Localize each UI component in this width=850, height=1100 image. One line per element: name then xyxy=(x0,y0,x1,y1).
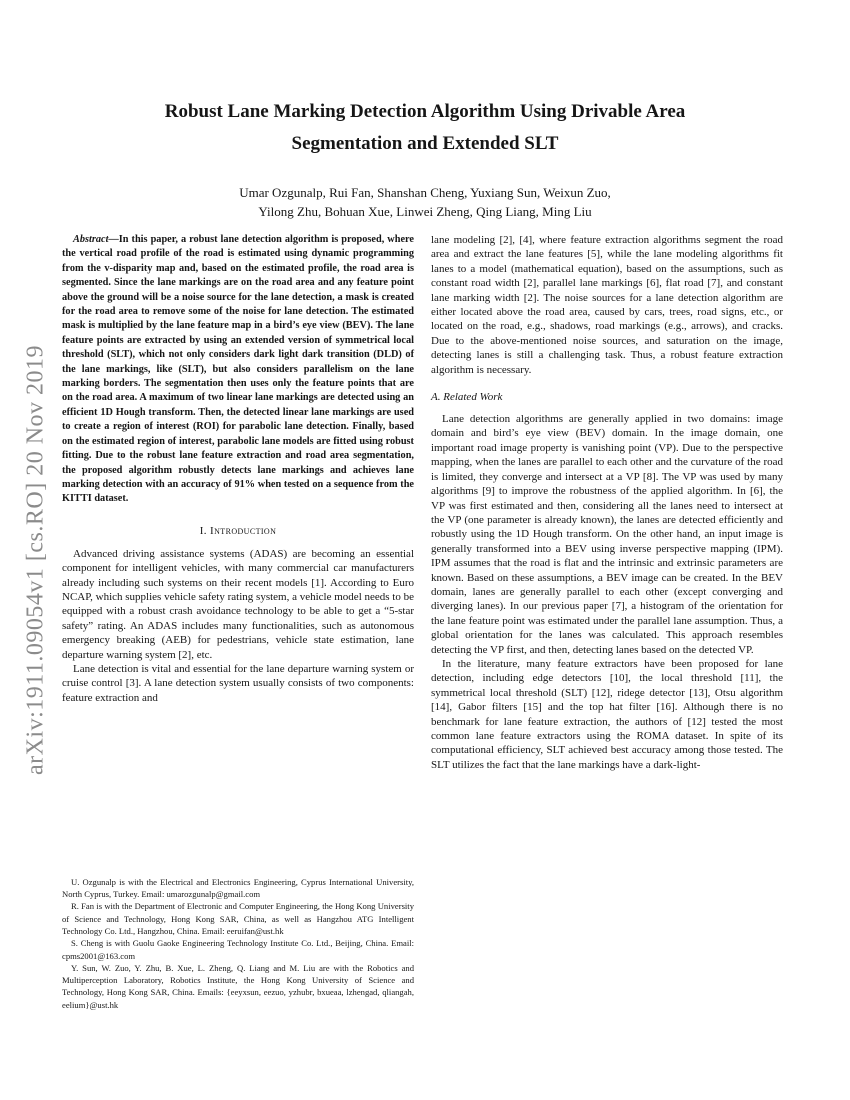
footnote-cheng: S. Cheng is with Guolu Gaoke Engineering Technology Institute Co. Ltd., Beijing, China. Email: cpms2001@163.com xyxy=(62,938,414,961)
section-heading-introduction: I. Introduction xyxy=(199,524,277,537)
author-footnotes xyxy=(62,876,414,1011)
two-column-body xyxy=(62,233,784,1011)
abstract-paragraph xyxy=(62,233,414,507)
author-list xyxy=(0,183,850,221)
arxiv-watermark: arXiv:1911.09054v1 [cs.RO] 20 Nov 2019 xyxy=(22,344,49,776)
footnote-fan: R. Fan is with the Department of Electronic and Computer Engineering, the Hong Kong University of Science and Technology, Hong Kong SAR, China, as well as Hangzhou ATG Intelligent Technology Co. Ltd., Hangzhou, China. Email: eeruifan@ust.hk xyxy=(62,901,414,936)
paper-header xyxy=(0,96,850,221)
footnote-ozgunalp: U. Ozgunalp is with the Electrical and Electronics Engineering, Cyprus International University, North Cyprus, Turkey. Email: umarozgunalp@gmail.com xyxy=(62,876,414,900)
abstract-text: In this paper, a robust lane detection algorithm is proposed, where the vertical road profile of the road is estimated using dynamic programming from the v-disparity map and, based on the estimated profile, the road area is segmented. Since the lane markings are on the road area and any feature point above the ground will be a noise source for the lane detection, a mask is created for the road area to remove some of the noise for lane detection. The estimated mask is multiplied by the lane feature map in a bird’s eye view (BEV). The lane feature points are extracted by using an extended version of symmetrical local threshold (SLT), which not only considers dark light dark transition (DLD) of the lane markings, like (SLT), but also considers parallelism on the lane marking borders. The segmentation then uses only the feature points that are on the road area. A maximum of two linear lane markings are detected using an efficient 1D Hough transform. Then, the detected linear lane markings are used to create a region of interest (ROI) for parabolic lane detection. Finally, based on the estimated region of interest, parabolic lane models are fitted using robust fitting. Due to the robust lane feature extraction and road area segmentation, the proposed algorithm robustly detects lane markings and achieves lane marking detection with an accuracy of 91% when tested on a sequence from the KITTI dataset. xyxy=(62,234,414,505)
author-list-line-1: Umar Ozgunalp, Rui Fan, Shanshan Cheng, Yuxiang Sun, Weixun Zuo, xyxy=(239,185,611,200)
body-paragraph-continuation: lane modeling [2], [4], where feature extraction algorithms segment the road area and extract the lane features [5], while the lane modeling algorithms fit lanes to a model (mathematical equation), based on the assumptions, such as constant road width [2], parallel lane markings [6], flat road [7], and constant lane marking width [2]. The noise sources for a lane detection algorithm are either located above the road area, caused by cars, trees, road signs, etc., or located on the road, e.g., shadows, road markings (e.g., arrows), and cracks. Due to the above-mentioned noise sources, and saturation on the image, detecting lanes is still a challenging task. Thus, a robust feature extraction algorithm is necessary. xyxy=(431,234,783,376)
author-list-line-2: Yilong Zhu, Bohuan Xue, Linwei Zheng, Qing Liang, Ming Liu xyxy=(258,204,592,219)
paper-title xyxy=(0,96,850,160)
footnote-sun-et-al: Y. Sun, W. Zuo, Y. Zhu, B. Xue, L. Zheng, Q. Liang and M. Liu are with the Robotics and Multiperception Laboratory, Robotics Institute, the Hong Kong University of Science and Technology, Hong Kong SAR, China. Emails: {eeyxsun, eezuo, yzhubr, bxueaa, lzhengad, qliangah, eelium}@ust.hk xyxy=(62,962,414,1010)
introduction-paragraph-1: Advanced driving assistance systems (ADAS) are becoming an essential component for intelligent vehicles, with many commercial car manufacturers already including such systems on their recent models [1]. According to Euro NCAP, which supplies vehicle safety rating system, a vehicle model needs to be equipped with a robust crash avoidance technology to be able to get a “5-star safety” rating. An ADAS includes many functionalities, such as autonomous emergency breaking (AEB) for pedestrians, vehicle state estimation, lane departure warning system [2], etc. xyxy=(62,547,414,661)
related-work-paragraph-2: In the literature, many feature extractors have been proposed for lane detection, including edge detectors [10], the local threshold [11], the symmetrical local threshold (SLT) [12], ridege detector [13], Otsu algorithm [14], Gabor filters [15] and the top hat filter [16]. Although there is no benchmark for lane feature extraction, the authors of [12] tested the most common lane feature extractors using the ROMA dataset. In spite of its computational efficiency, SLT achieved best accuracy among those tested. The SLT utilizes the fact that the lane markings have a dark-light- xyxy=(431,657,783,771)
related-work-paragraph-1: Lane detection algorithms are generally applied in two domains: image domain and bird’s eye view (BEV) domain. In the image domain, one important road image property is vanishing point (VP). Due to the perspective mapping, when the lanes are parallel to each other and the curvature of the road is limited, they converge and intersect at a VP [8]. The VP was used by many algorithms [9] to improve the robustness of the applied algorithm. In [6], the VP was first estimated and then, considering all the lanes need to intersect at the VP (one parameter is already known), the lanes are detected efficiently and robustly using the 1D Hough transform. On the other hand, an input image is generally transformed into a BEV using inverse perspective mapping (IPM). IPM assumes that the road is flat and the intrinsic and extrinsic parameters are known. Based on these assumptions, a BEV image can be created. In the BEV domain, lanes are generally parallel to each other (except converging and diverging lanes). In our previous paper [7], a histogram of the orientation for the lane feature point was estimated under the parallel lane assumption. Thus, a global orientation for the lanes was calculated. This approach resembles detecting the VP first, and then, detecting lanes based on the detected VP. xyxy=(431,413,783,656)
abstract-label: Abstract— xyxy=(73,234,119,245)
introduction-paragraph-2: Lane detection is vital and essential for the lane departure warning system or cruise control [3]. A lane detection system usually consists of two components: feature extraction and xyxy=(62,662,414,704)
paper-title-line-1: Robust Lane Marking Detection Algorithm Using Drivable Area xyxy=(164,101,686,122)
right-column xyxy=(431,233,783,1011)
subsection-heading-related-work: A. Related Work xyxy=(431,391,503,404)
left-column xyxy=(62,233,414,1011)
paper-title-line-2: Segmentation and Extended SLT xyxy=(291,133,559,154)
